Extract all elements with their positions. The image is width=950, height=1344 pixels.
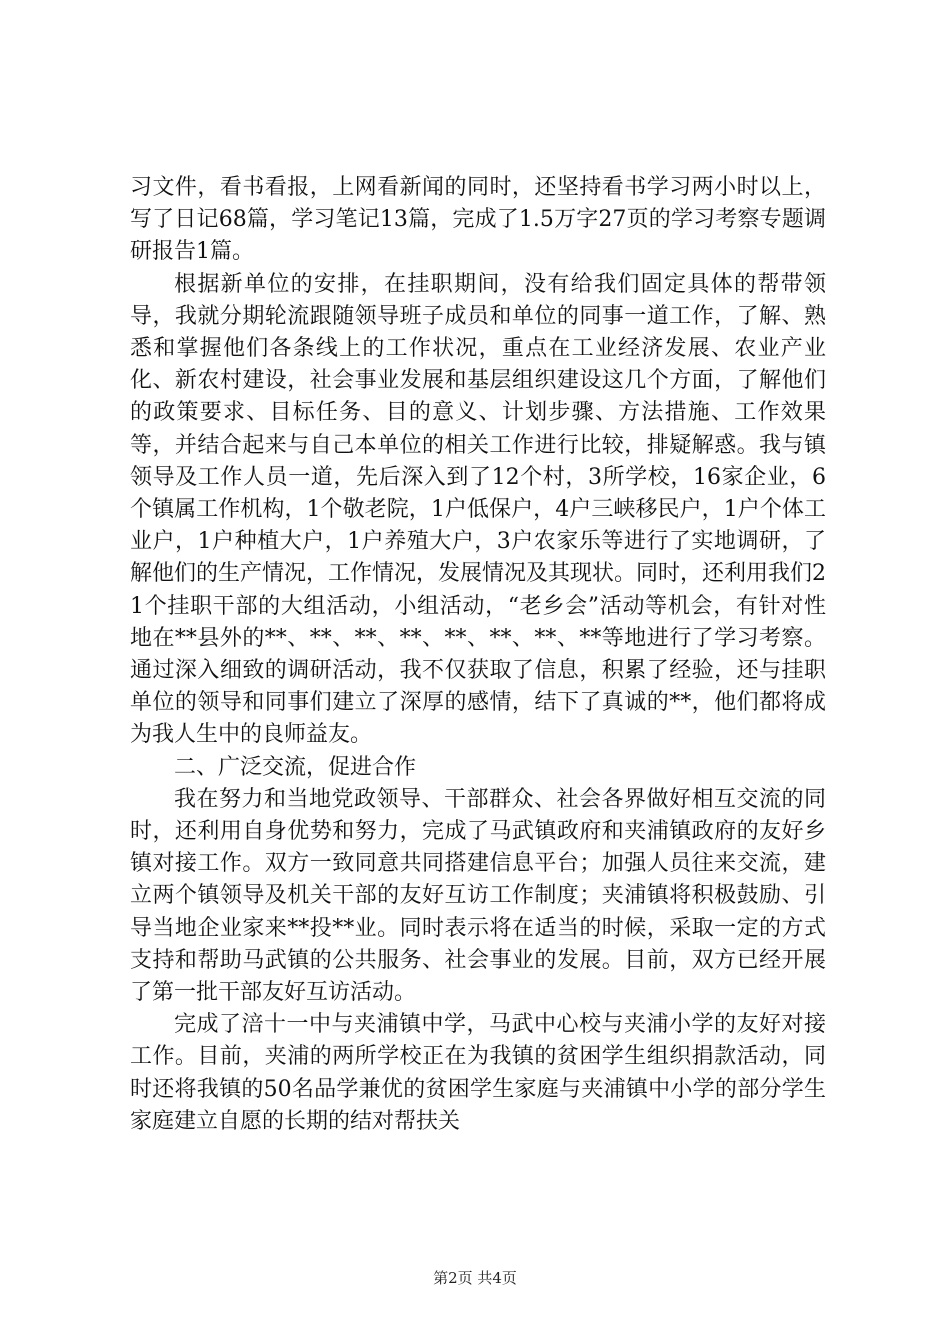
page-footer xyxy=(0,1267,950,1288)
section-heading: 二、广泛交流，促进合作 xyxy=(174,754,417,780)
paragraph-secondment-activities: 根据新单位的安排，在挂职期间，没有给我们固定具体的帮带领导，我就分期轮流跟随领导班子成员和单位的同事一道工作，了解、熟悉和掌握他们各条线上的工作状况，重点在工业经济发展、农业产业化、新农村建设，社会事业发展和基层组织建设这几个方面，了解他们的政策要求、目标任务、目的意义、计划步骤、方法措施、工作效果等，并结合起来与自己本单位的相关工作进行比较，排疑解惑。我与镇领导及工作人员一道，先后深入到了12个村，3所学校，16家企业，6个镇属工作机构，1个敬老院，1户低保户，4户三峡移民户，1户个体工业户，1户种植大户，1户养殖大户，3户农家乐等进行了实地调研，了解他们的生产情况，工作情况，发展情况及其现状。同时，还利用我们21个挂职干部的大组活动，小组活动，“老乡会”活动等机会，有针对性地在**县外的**、**、**、**、**、**、**、**等地进行了学习考察。通过深入细致的调研活动，我不仅获取了信息，积累了经验，还与挂职单位的领导和同事们建立了深厚的感情，结下了真诚的**，他们都将成为我人生中的良师益友。 xyxy=(130,271,826,748)
document-body xyxy=(130,172,826,1138)
paragraph-continuation: 习文件，看书看报，上网看新闻的同时，还坚持看书学习两小时以上，写了日记68篇，学习笔记13篇，完成了1.5万字27页的学习考察专题调研报告1篇。 xyxy=(130,175,826,265)
paragraph-town-pairing: 我在努力和当地党政领导、干部群众、社会各界做好相互交流的同时，还利用自身优势和努力，完成了马武镇政府和夹浦镇政府的友好乡镇对接工作。双方一致同意共同搭建信息平台；加强人员往来交流，建立两个镇领导及机关干部的友好互访工作制度；夹浦镇将积极鼓励、引导当地企业家来**投**业。同时表示将在适当的时候，采取一定的方式支持和帮助马武镇的公共服务、社会事业的发展。目前，双方已经开展了第一批干部友好互访活动。 xyxy=(130,786,826,1006)
paragraph-school-pairing: 完成了涪十一中与夹浦镇中学，马武中心校与夹浦小学的友好对接工作。目前，夹浦的两所学校正在为我镇的贫困学生组织捐款活动，同时还将我镇的50名品学兼优的贫困学生家庭与夹浦镇中小学的部分学生家庭建立自愿的长期的结对帮扶关 xyxy=(130,1012,826,1134)
page-number: 第2页 共4页 xyxy=(433,1269,517,1287)
